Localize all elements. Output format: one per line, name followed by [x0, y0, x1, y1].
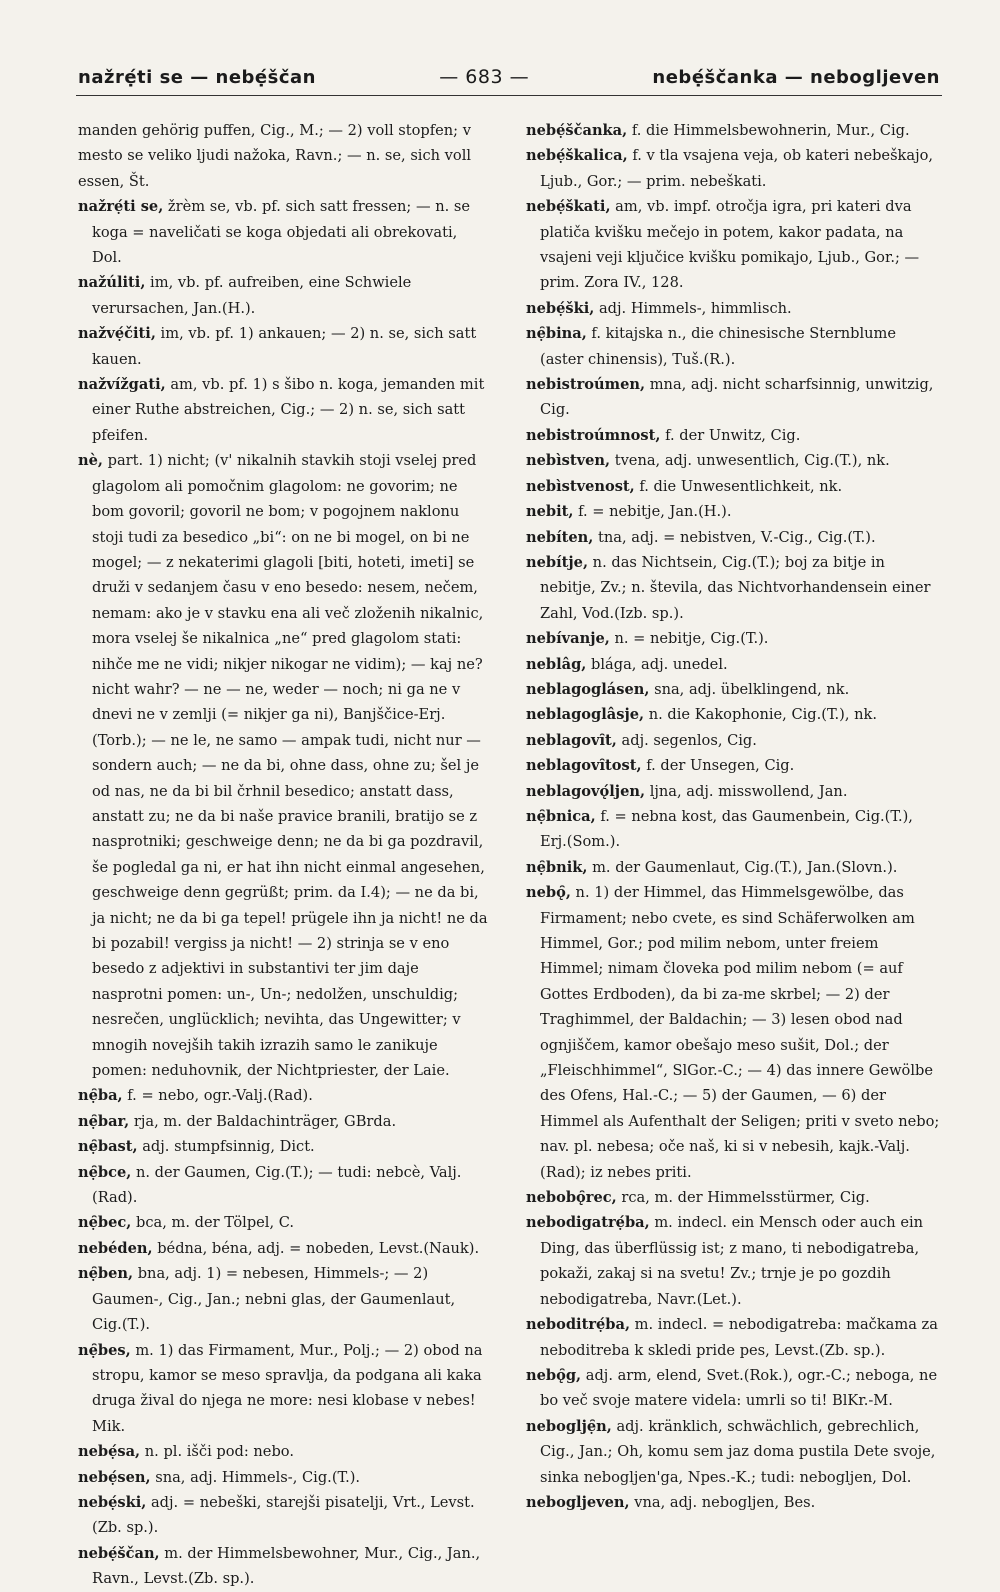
entry-headword: nebẹ́sen,	[78, 1468, 151, 1486]
dictionary-entry	[526, 321, 942, 372]
entry-headword: nebẹ́ščanka,	[526, 122, 628, 139]
entry-headword: nẹ̑bec,	[78, 1214, 132, 1232]
entry-definition: f. kitajska n., die chinesische Sternblume (aster chinensis), Tuš.(R.).	[540, 325, 896, 368]
entry-headword: nebogljẹ̑n,	[526, 1417, 612, 1435]
entry-headword: nebistroúmen,	[526, 376, 646, 394]
entry-headword: nebẹ́sa,	[78, 1443, 141, 1461]
dictionary-entry	[526, 194, 942, 296]
dictionary-entry	[526, 1414, 942, 1490]
dictionary-entry	[526, 118, 942, 143]
entry-definition: f. = nebo, ogr.-Valj.(Rad).	[122, 1087, 313, 1105]
entry-definition: m. der Himmelsbewohner, Mur., Cig., Jan., Ravn., Levst.(Zb. sp.).	[92, 1544, 481, 1588]
entry-headword: neblagovȋt,	[526, 731, 617, 749]
dictionary-entry	[526, 804, 942, 855]
entry-definition: n. das Nichtsein, Cig.(T.); boj za bitje in nebitje, Zv.; n. števila, das Nichtvorhandensein einer Zahl, Vod.(Izb. sp.).	[540, 553, 931, 622]
dictionary-entry	[526, 728, 942, 753]
entry-headword: nebẹ́ščan,	[78, 1544, 160, 1562]
dictionary-entry	[526, 372, 942, 423]
entry-headword: nẹ̑bina,	[526, 325, 587, 343]
entry-definition: adj. Himmels-, himmlisch.	[594, 299, 792, 317]
dictionary-entry	[526, 296, 942, 321]
entry-definition: m. indecl. = nebodigatreba: mačkama za neboditreba k skledi pride pes, Levst.(Zb. sp.).	[540, 1316, 938, 1359]
entry-definition: n. die Kakophonie, Cig.(T.), nk.	[644, 706, 878, 724]
dictionary-entry	[78, 448, 488, 1083]
entry-headword: neboditrẹ́ba,	[526, 1316, 631, 1334]
dictionary-entry	[526, 550, 942, 626]
entry-definition: manden gehörig puffen, Cig., M.; — 2) voll stopfen; v mesto se veliko ljudi nažoka, Ravn.; — n. se, sich voll essen, Št.	[78, 122, 472, 190]
dictionary-entry	[526, 1185, 942, 1210]
dictionary-entry	[526, 855, 942, 880]
entry-headword: nebodigatrẹ́ba,	[526, 1214, 650, 1232]
entry-definition: am, vb. pf. 1) s šibo n. koga, jemanden mit einer Ruthe abstreichen, Cig.; — 2) n. se, sich satt pfeifen.	[92, 376, 485, 444]
entry-definition: m. der Gaumenlaut, Cig.(T.), Jan.(Slovn.).	[587, 858, 898, 876]
entry-definition: m. indecl. ein Mensch oder auch ein Ding, das überflüssig ist; z mano, ti nebodigatreba, pokaži, zakaj si na svetu! Zv.; trnje je po gozdih nebodigatreba, Navr.(Let.).	[540, 1214, 924, 1308]
entry-definition: bca, m. der Tölpel, C.	[131, 1214, 295, 1232]
entry-headword: nẹ̑ba,	[78, 1087, 123, 1105]
entry-definition: blága, adj. unedel.	[586, 655, 728, 673]
entry-headword: nebẹ́škati,	[526, 198, 611, 216]
entry-headword: nè,	[78, 452, 103, 470]
dictionary-entry	[526, 1363, 942, 1414]
entry-headword: nẹ̑bnica,	[526, 807, 596, 825]
entry-headword: nẹ̑bar,	[78, 1112, 130, 1130]
entry-headword: nebíten,	[526, 528, 594, 546]
left-column	[78, 118, 488, 1592]
entry-definition: f. v tla vsajena veja, ob kateri nebeškajo, Ljub., Gor.; — prim. nebeškati.	[540, 147, 934, 190]
entry-headword: nažúliti,	[78, 274, 146, 292]
entry-definition: adj. segenlos, Cig.	[616, 731, 757, 749]
dictionary-entry	[78, 270, 488, 321]
dictionary-entry	[78, 372, 488, 448]
entry-definition: adj. = nebeški, starejši pisatelji, Vrt., Levst.(Zb. sp.).	[92, 1493, 475, 1537]
dictionary-entry	[78, 1338, 488, 1440]
entry-headword: neblagovȋtost,	[526, 757, 642, 775]
entry-headword: nẹ̑bast,	[78, 1138, 138, 1156]
entry-headword: nebéden,	[78, 1239, 153, 1257]
dictionary-entry	[526, 423, 942, 448]
header-left-guidewords: nažrẹ́ti se — nebẹ́ščan	[78, 66, 316, 88]
dictionary-entry	[78, 1261, 488, 1337]
entry-definition: sna, adj. Himmels-, Cig.(T.).	[150, 1468, 361, 1486]
dictionary-entry	[526, 1490, 942, 1515]
entry-headword: nẹ̑bes,	[78, 1341, 131, 1359]
entry-headword: nebìstvenost,	[526, 477, 635, 495]
dictionary-entry	[78, 1439, 488, 1464]
dictionary-entry	[526, 1210, 942, 1312]
entry-headword: nebit,	[526, 503, 574, 521]
entry-definition: žrèm se, vb. pf. sich satt fressen; — n. se koga = naveličati se koga objedati ali obrekovati, Dol.	[92, 198, 471, 267]
entry-definition: part. 1) nicht; (v' nikalnih stavkih stoji vselej pred glagolom ali pomočnim glagolom: ne govorim; ne bom govoril; govoril ne bom; v pogojnem naklonu stoji tudi za besedico „bi“: on ne bi mogel, on bi ne mogel; — z nekaterimi glagoli [biti, hoteti, imeti] se druži v sedanjem času v eno besedo: nesem, nečem, nemam: ako je v stavku ena ali več zloženih nikalnic, mora vselej še nikalnica „ne“ pred glagolom stati: nihče me ne vidi; nikjer nikogar ne vidim); — kaj ne? nicht wahr? — ne — ne, weder — noch; ni ga ne v dnevi ne v zemlji (= nikjer ga ni), Banjščice-Erj.(Torb.); — ne le, ne samo — ampak tudi, nicht nur — sondern auch; — ne da bi, ohne dass, ohne zu; šel je od nas, ne da bi bil črhnil besedico; anstatt dass, anstatt zu; ne da bi naše pravice branili, bratijo se z nasprotniki; geschweige denn; ne da bi ga pozdravil, še pogledal ga ni, er hat ihn nicht einmal angesehen, geschweige denn gegrüßt; prim. da I.4); — ne da bi, ja nicht; ne da bi ga tepel! prügele ihn ja nicht! ne da bi pozabil! vergiss ja nicht! — 2) strinja se v eno besedo z adjektivi in substantivi ter jim daje nasprotni pomen: un-, Un-; nedolžen, unschuldig; nesrečen, unglücklich; nevihta, das Ungewitter; v mnogih novejših takih izrazih samo le zanikuje pomen: neduhovnik, der Nichtpriester, der Laie.	[92, 452, 488, 1080]
dictionary-entry	[78, 1160, 488, 1211]
dictionary-entry	[526, 702, 942, 727]
dictionary-entry	[78, 118, 488, 194]
entry-headword: nebítje,	[526, 553, 589, 571]
dictionary-entry	[78, 1083, 488, 1108]
entry-definition: tvena, adj. unwesentlich, Cig.(T.), nk.	[610, 452, 890, 470]
entry-definition: sna, adj. übelklingend, nk.	[649, 680, 850, 698]
entry-definition: f. der Unsegen, Cig.	[641, 757, 795, 775]
dictionary-entry	[78, 321, 488, 372]
entry-definition: n. 1) der Himmel, das Himmelsgewölbe, das Firmament; nebo cvete, es sind Schäferwolken am Himmel, Gor.; pod milim nebom, unter freiem Himmel; nimam človeka pod milim nebom (= auf Gottes Erdboden), da bi za-me skrbel; — 2) der Traghimmel, der Baldachin; — 3) lesen obod nad ognjiščem, kamor obešajo meso sušit, Dol.; der „Fleischhimmel“, SlGor.-C.; — 4) das innere Gewölbe des Ofens, Hal.-C.; — 5) der Gaumen, — 6) der Himmel als Aufenthalt der Seligen; priti v sveto nebo; nav. pl. nebesa; oče naš, ki si v nebesih, kajk.-Valj.(Rad); iz nebes priti.	[540, 884, 940, 1181]
dictionary-entry	[526, 499, 942, 524]
entry-headword: nẹ̑ben,	[78, 1265, 134, 1283]
dictionary-entry	[78, 1134, 488, 1159]
dictionary-entry	[78, 1490, 488, 1541]
entry-definition: f. = nebitje, Jan.(H.).	[573, 503, 732, 521]
entry-definition: adj. stumpfsinnig, Dict.	[137, 1138, 315, 1156]
entry-definition: im, vb. pf. aufreiben, eine Schwiele verursachen, Jan.(H.).	[92, 274, 412, 317]
entry-definition: ljna, adj. misswollend, Jan.	[645, 782, 848, 800]
dictionary-entry	[526, 753, 942, 778]
entry-headword: nebǫ̑,	[526, 884, 571, 902]
entry-definition: n. der Gaumen, Cig.(T.); — tudi: nebcè, Valj.(Rad).	[92, 1163, 462, 1207]
right-column	[526, 118, 942, 1515]
dictionary-entry	[78, 1465, 488, 1490]
dictionary-entry	[526, 1312, 942, 1363]
entry-headword: neblagoglásen,	[526, 680, 650, 698]
entry-headword: neblagovǫ́ljen,	[526, 782, 646, 800]
entry-definition: rja, m. der Baldachinträger, GBrda.	[129, 1112, 397, 1130]
dictionary-entry	[526, 474, 942, 499]
dictionary-entry	[526, 626, 942, 651]
entry-headword: nebogljeven,	[526, 1493, 630, 1511]
entry-definition: n. = nebitje, Cig.(T.).	[609, 630, 769, 648]
dictionary-entry	[526, 525, 942, 550]
dictionary-entry	[78, 1210, 488, 1235]
entry-definition: f. der Unwitz, Cig.	[660, 426, 801, 444]
entry-definition: bédna, béna, adj. = nobeden, Levst.(Nauk).	[152, 1239, 480, 1257]
entry-headword: nebívanje,	[526, 630, 610, 648]
entry-headword: nebẹ́škalica,	[526, 147, 628, 165]
dictionary-entry	[526, 143, 942, 194]
entry-headword: nebistroúmnost,	[526, 426, 661, 444]
entry-definition: f. die Unwesentlichkeit, nk.	[634, 477, 843, 495]
entry-headword: neblâg,	[526, 655, 587, 673]
entry-definition: adj. arm, elend, Svet.(Rok.), ogr.-C.; neboga, ne bo več svoje matere videla: umrli so ti! BlKr.-M.	[540, 1366, 938, 1410]
entry-definition: mna, adj. nicht scharfsinnig, unwitzig, Cig.	[540, 376, 934, 419]
dictionary-entry	[78, 1236, 488, 1261]
entry-headword: nažrẹ́ti se,	[78, 198, 164, 216]
entry-headword: nažvẹ́čiti,	[78, 325, 156, 343]
entry-headword: nažvížgati,	[78, 376, 166, 394]
entry-headword: nebẹ́ški,	[526, 299, 595, 317]
dictionary-entry	[526, 880, 942, 1185]
header-rule	[76, 95, 942, 96]
entry-headword: neblagoglâsje,	[526, 706, 645, 724]
entry-definition: rca, m. der Himmelsstürmer, Cig.	[616, 1189, 870, 1207]
entry-definition: tna, adj. = nebistven, V.-Cig., Cig.(T.).	[593, 528, 876, 546]
entry-definition: f. die Himmelsbewohnerin, Mur., Cig.	[627, 122, 910, 139]
entry-definition: bna, adj. 1) = nebesen, Himmels-; — 2) Gaumen-, Cig., Jan.; nebni glas, der Gaumenlaut, Cig.(T.).	[92, 1265, 456, 1334]
entry-headword: nebìstven,	[526, 452, 611, 470]
dictionary-entry	[526, 779, 942, 804]
dictionary-entry	[78, 1541, 488, 1592]
dictionary-entry	[526, 677, 942, 702]
dictionary-entry	[526, 652, 942, 677]
running-header	[78, 62, 940, 92]
entry-headword: nẹ̑bce,	[78, 1163, 132, 1181]
header-right-guidewords: nebẹ́ščanka — nebogljeven	[652, 66, 940, 88]
entry-headword: nẹ̑bnik,	[526, 858, 588, 876]
entry-definition: m. 1) das Firmament, Mur., Polj.; — 2) obod na stropu, kamor se meso spravlja, da podgana ali kaka druga žival do njega ne more: nesi klobase v nebes! Mik.	[92, 1341, 483, 1435]
entry-headword: nebẹ́ski,	[78, 1493, 147, 1511]
entry-definition: n. pl. išči pod: nebo.	[140, 1443, 294, 1461]
dictionary-entry	[526, 448, 942, 473]
entry-definition: f. = nebna kost, das Gaumenbein, Cig.(T.), Erj.(Som.).	[540, 807, 913, 851]
dictionary-entry	[78, 194, 488, 270]
entry-definition: am, vb. impf. otročja igra, pri kateri dva platiča kvišku mečejo in potem, kakor padata, na vsajeni veji ključice kvišku pomikajo, Ljub., Gor.; — prim. Zora IV., 128.	[540, 198, 920, 292]
dictionary-entry	[78, 1109, 488, 1134]
page-number: — 683 —	[439, 66, 530, 88]
entry-headword: nebobǫ̑rec,	[526, 1189, 617, 1207]
entry-headword: nebǫ̑g,	[526, 1366, 582, 1384]
entry-definition: im, vb. pf. 1) ankauen; — 2) n. se, sich satt kauen.	[92, 325, 477, 368]
entry-definition: vna, adj. nebogljen, Bes.	[629, 1493, 816, 1511]
entry-definition: adj. kränklich, schwächlich, gebrechlich, Cig., Jan.; Oh, komu sem jaz doma pustila Dete svoje, sinka nebogljen'ga, Npes.-K.; tudi: nebogljen, Dol.	[540, 1417, 936, 1486]
